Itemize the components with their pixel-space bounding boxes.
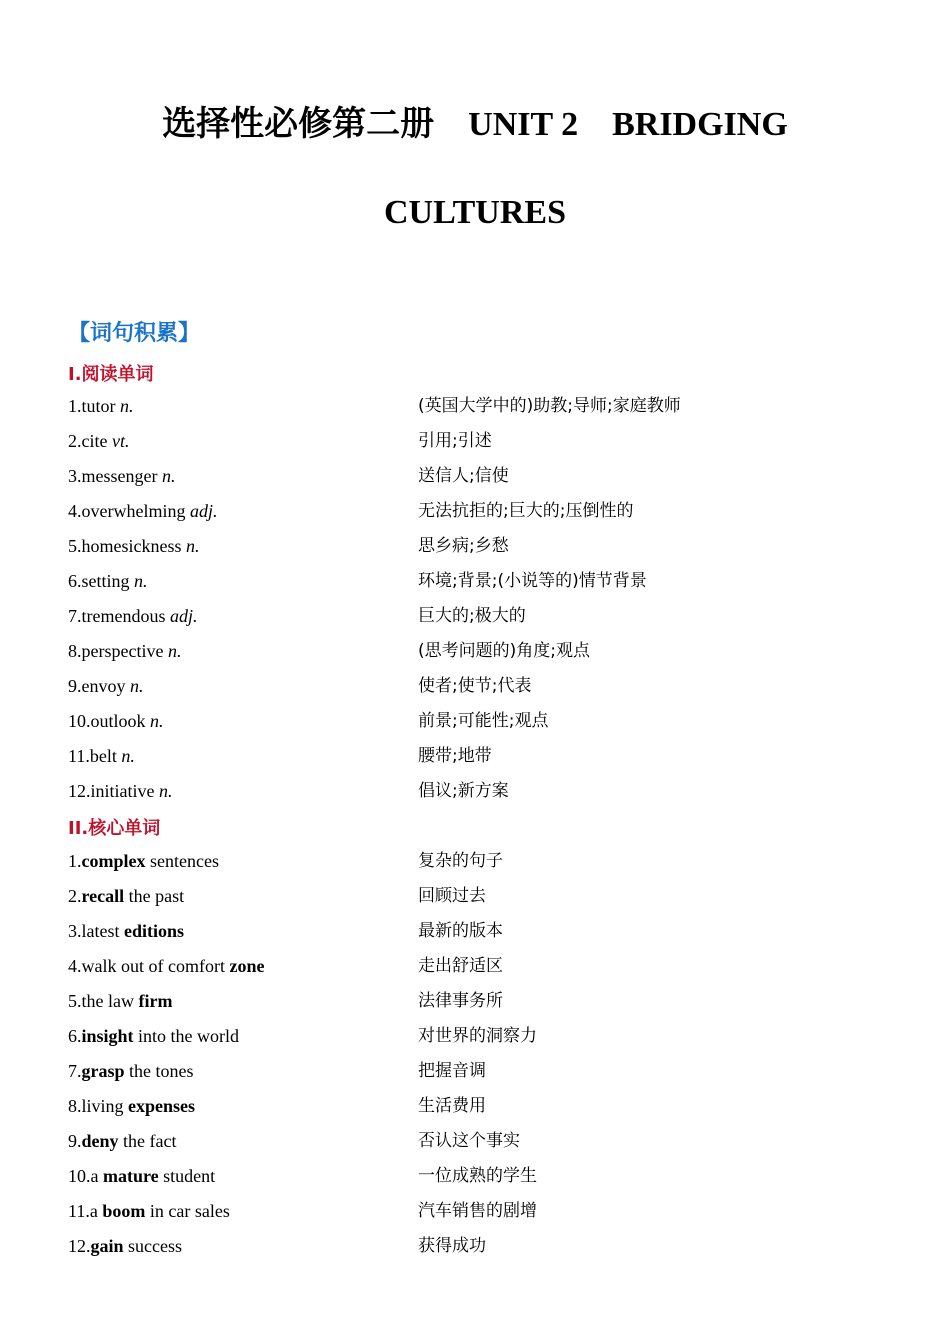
phrase-keyword: mature: [103, 1166, 159, 1186]
list-item: [0, 529, 950, 564]
list-item: [0, 1124, 950, 1159]
phrase-meaning: 获得成功: [418, 1236, 486, 1256]
list-item: [0, 1054, 950, 1089]
vocab-word: initiative: [90, 781, 155, 801]
vocab-meaning: 腰带;地带: [418, 746, 492, 766]
phrase-keyword: complex: [81, 851, 146, 871]
phrase-entry: [68, 914, 184, 949]
list-item: [0, 949, 950, 984]
item-number: 7.: [68, 1061, 82, 1081]
list-item: [0, 984, 950, 1019]
phrase-entry: [68, 1124, 176, 1159]
vocab-meaning: 倡议;新方案: [418, 781, 509, 801]
phrase-before: the law: [81, 991, 139, 1011]
item-number: 6.: [68, 571, 82, 591]
item-number: 3.: [68, 921, 82, 941]
list-item: [0, 739, 950, 774]
item-number: 8.: [68, 641, 82, 661]
phrase-keyword: recall: [81, 886, 125, 906]
vocab-word: setting: [81, 571, 130, 591]
item-number: 5.: [68, 536, 82, 556]
part-of-speech: n.: [185, 536, 200, 556]
vocab-entry: [68, 634, 181, 669]
vocab-entry: [68, 494, 218, 529]
item-number: 3.: [68, 466, 82, 486]
item-number: 10.: [68, 711, 91, 731]
phrase-meaning: 法律事务所: [418, 991, 503, 1011]
phrase-after: success: [123, 1236, 182, 1256]
phrase-after: in car sales: [145, 1201, 230, 1221]
phrase-meaning: 复杂的句子: [418, 851, 503, 871]
item-number: 5.: [68, 991, 82, 1011]
list-item: [0, 1089, 950, 1124]
vocab-entry: [68, 669, 144, 704]
item-number: 12.: [68, 1236, 91, 1256]
phrase-keyword: firm: [138, 991, 173, 1011]
core-words-heading: II.核心单词: [68, 818, 161, 839]
part-of-speech: adj.: [169, 606, 198, 626]
phrase-entry: [68, 879, 184, 914]
item-number: 11.: [68, 1201, 90, 1221]
phrase-after: sentences: [145, 851, 219, 871]
phrase-entry: [68, 1089, 195, 1124]
phrase-after: the past: [124, 886, 185, 906]
part-of-speech: n.: [121, 746, 135, 766]
vocab-word: perspective: [81, 641, 164, 661]
item-number: 6.: [68, 1026, 82, 1046]
phrase-meaning: 回顾过去: [418, 886, 486, 906]
vocab-entry: [68, 564, 148, 599]
phrase-keyword: expenses: [128, 1096, 196, 1116]
list-item: [0, 844, 950, 879]
item-number: 2.: [68, 431, 82, 451]
reading-words-list: [0, 389, 950, 809]
phrase-entry: [68, 1054, 194, 1089]
core-words-list: [0, 844, 950, 1264]
phrase-before: living: [81, 1096, 129, 1116]
list-item: [0, 1019, 950, 1054]
vocab-word: envoy: [81, 676, 126, 696]
vocab-entry: [68, 739, 135, 774]
phrase-keyword: editions: [124, 921, 185, 941]
phrase-entry: [68, 844, 219, 879]
phrase-entry: [68, 984, 172, 1019]
phrase-meaning: 否认这个事实: [418, 1131, 520, 1151]
vocab-meaning: (英国大学中的)助教;导师;家庭教师: [418, 396, 681, 416]
phrase-entry: [68, 1229, 182, 1264]
list-item: [0, 599, 950, 634]
vocab-entry: [68, 774, 172, 809]
part-of-speech: n.: [134, 571, 148, 591]
phrase-after: the fact: [118, 1131, 177, 1151]
phrase-after: the tones: [124, 1061, 194, 1081]
phrase-keyword: boom: [102, 1201, 146, 1221]
list-item: [0, 914, 950, 949]
vocab-word: tutor: [81, 396, 116, 416]
phrase-entry: [68, 1194, 230, 1229]
vocab-entry: [68, 529, 199, 564]
phrase-before: a: [89, 1201, 103, 1221]
vocab-meaning: 思乡病;乡愁: [418, 536, 509, 556]
list-item: [0, 704, 950, 739]
vocab-meaning: 前景;可能性;观点: [418, 711, 549, 731]
list-item: [0, 1229, 950, 1264]
item-number: 8.: [68, 1096, 82, 1116]
list-item: [0, 879, 950, 914]
phrase-keyword: insight: [81, 1026, 134, 1046]
list-item: [0, 424, 950, 459]
phrase-before: walk out of comfort: [81, 956, 230, 976]
phrase-keyword: grasp: [81, 1061, 125, 1081]
vocab-entry: [68, 704, 164, 739]
phrase-meaning: 把握音调: [418, 1061, 486, 1081]
vocab-word: messenger: [81, 466, 158, 486]
list-item: [0, 1194, 950, 1229]
vocab-meaning: 巨大的;极大的: [418, 606, 526, 626]
phrase-meaning: 最新的版本: [418, 921, 503, 941]
vocab-meaning: 环境;背景;(小说等的)情节背景: [418, 571, 647, 591]
vocab-meaning: 无法抗拒的;巨大的;压倒性的: [418, 501, 634, 521]
vocab-word: overwhelming: [81, 501, 186, 521]
reading-words-heading: I.阅读单词: [68, 364, 154, 385]
phrase-meaning: 汽车销售的剧增: [418, 1201, 537, 1221]
phrase-meaning: 一位成熟的学生: [418, 1166, 537, 1186]
page-title-line-1: 选择性必修第二册 UNIT 2 BRIDGING: [162, 106, 788, 143]
phrase-after: into the world: [133, 1026, 240, 1046]
phrase-keyword: zone: [229, 956, 265, 976]
list-item: [0, 634, 950, 669]
phrase-before: latest: [81, 921, 124, 941]
part-of-speech: adj.: [189, 501, 218, 521]
phrase-keyword: deny: [81, 1131, 119, 1151]
page-title-line-2: CULTURES: [383, 194, 567, 231]
vocab-word: tremendous: [81, 606, 166, 626]
phrase-before: a: [90, 1166, 103, 1186]
vocab-entry: [68, 389, 134, 424]
part-of-speech: vt.: [111, 431, 130, 451]
item-number: 2.: [68, 886, 82, 906]
vocab-meaning: (思考问题的)角度;观点: [418, 641, 590, 661]
item-number: 9.: [68, 1131, 82, 1151]
part-of-speech: n.: [161, 466, 176, 486]
vocab-word: belt: [89, 746, 117, 766]
list-item: [0, 389, 950, 424]
vocab-word: outlook: [90, 711, 146, 731]
vocab-meaning: 引用;引述: [418, 431, 492, 451]
vocab-entry: [68, 424, 129, 459]
part-of-speech: n.: [167, 641, 182, 661]
part-of-speech: n.: [120, 396, 134, 416]
item-number: 10.: [68, 1166, 91, 1186]
vocab-word: homesickness: [81, 536, 182, 556]
phrase-entry: [68, 1019, 239, 1054]
phrase-meaning: 生活费用: [418, 1096, 486, 1116]
vocab-word: cite: [81, 431, 108, 451]
list-item: [0, 1159, 950, 1194]
item-number: 7.: [68, 606, 82, 626]
phrase-keyword: gain: [90, 1236, 124, 1256]
phrase-meaning: 对世界的洞察力: [418, 1026, 537, 1046]
phrase-meaning: 走出舒适区: [418, 956, 503, 976]
section-label: 【词句积累】: [68, 321, 201, 346]
phrase-entry: [68, 1159, 215, 1194]
part-of-speech: n.: [150, 711, 164, 731]
part-of-speech: n.: [158, 781, 173, 801]
phrase-after: student: [158, 1166, 216, 1186]
item-number: 11.: [68, 746, 90, 766]
list-item: [0, 494, 950, 529]
vocab-meaning: 使者;使节;代表: [418, 676, 532, 696]
part-of-speech: n.: [130, 676, 144, 696]
vocab-meaning: 送信人;信使: [418, 466, 509, 486]
item-number: 1.: [68, 851, 82, 871]
phrase-entry: [68, 949, 264, 984]
list-item: [0, 564, 950, 599]
list-item: [0, 774, 950, 809]
list-item: [0, 459, 950, 494]
item-number: 4.: [68, 956, 82, 976]
item-number: 4.: [68, 501, 82, 521]
item-number: 9.: [68, 676, 82, 696]
item-number: 1.: [68, 396, 82, 416]
vocab-entry: [68, 599, 198, 634]
item-number: 12.: [68, 781, 91, 801]
vocab-entry: [68, 459, 175, 494]
list-item: [0, 669, 950, 704]
